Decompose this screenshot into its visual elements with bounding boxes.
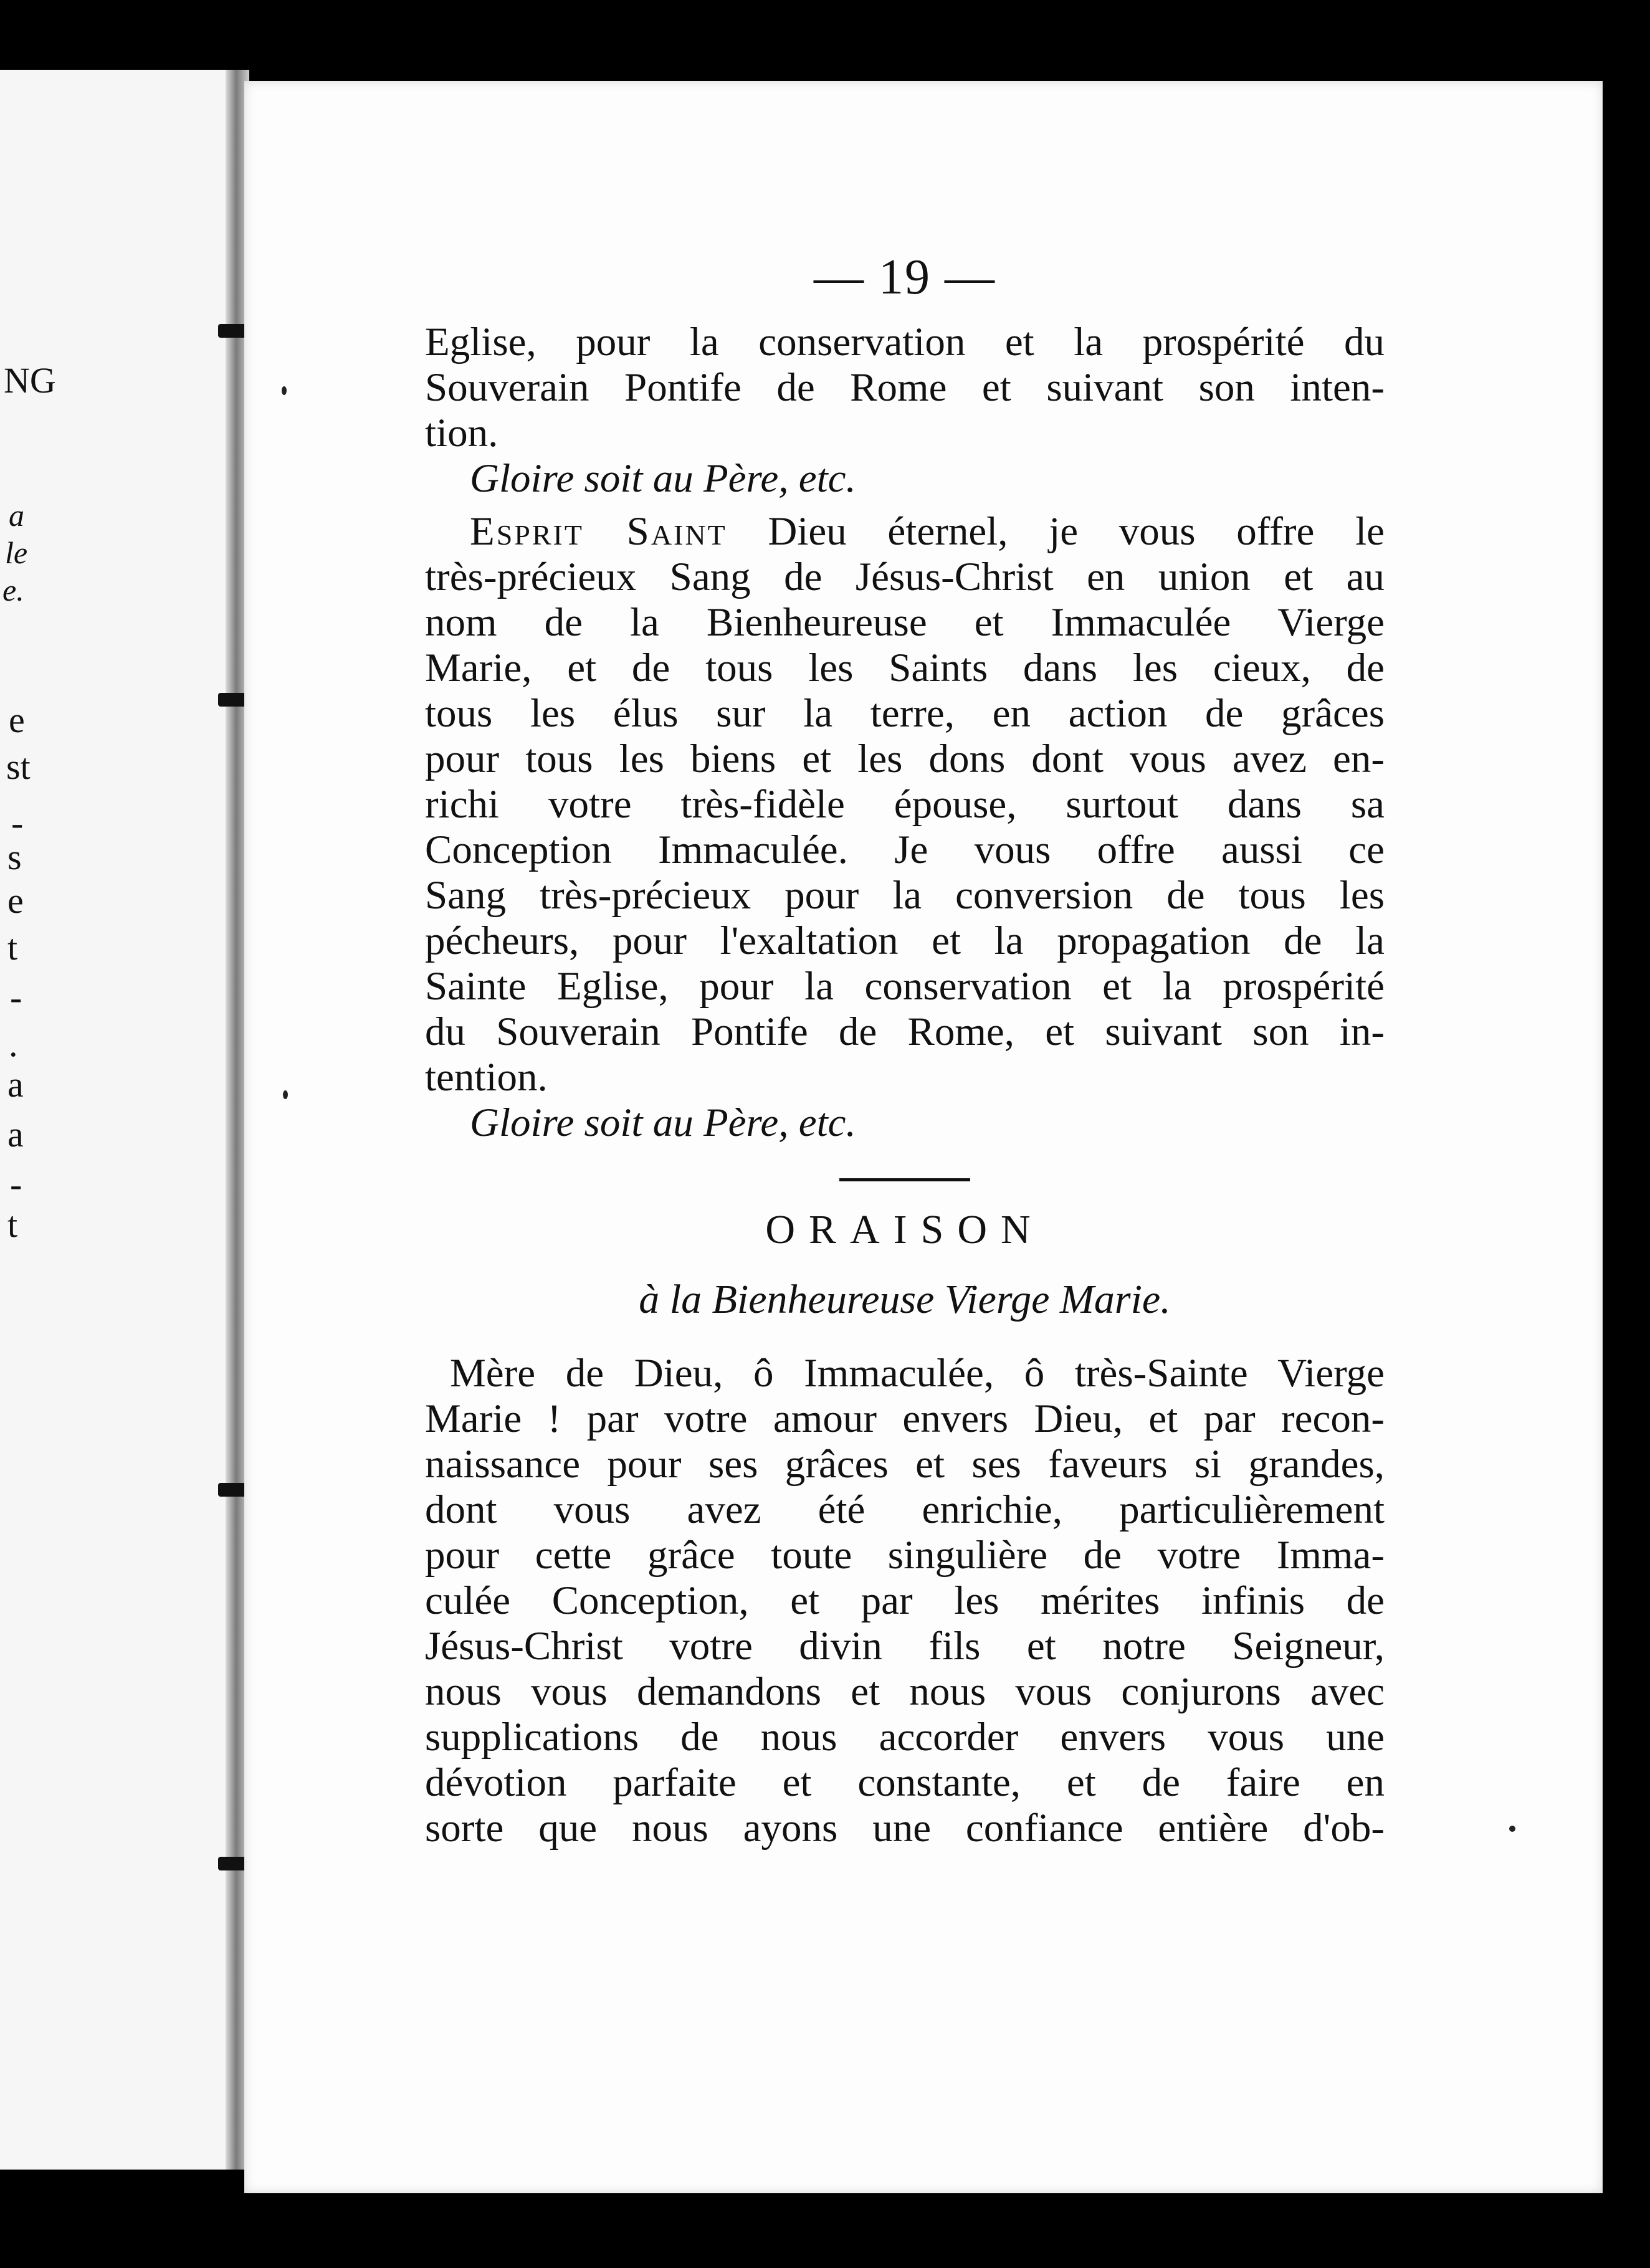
text-line: dont vous avez été enrichie, particulièrement — [425, 1487, 1385, 1532]
text-line: naissance pour ses grâces et ses faveurs si grandes, — [425, 1442, 1385, 1487]
left-page-fragment: . — [9, 1024, 18, 1064]
text-line-rest: Dieu éternel, je vous offre le — [727, 509, 1385, 554]
section-subheading: à la Bienheureuse Vierge Marie. — [639, 1277, 1171, 1322]
text-line: du Souverain Pontife de Rome, et suivant son in- — [425, 1009, 1385, 1054]
text-line: culée Conception, et par les mérites infinis de — [425, 1578, 1385, 1623]
continuation-paragraph — [425, 320, 1385, 456]
left-page-fragment: NG — [4, 360, 56, 401]
text-line: Conception Immaculée. Je vous offre aussi ce — [425, 827, 1385, 872]
text-line: sorte que nous ayons une confiance entière d'ob- — [425, 1806, 1385, 1851]
text-line: pour cette grâce toute singulière de votre Imma- — [425, 1533, 1385, 1578]
page-number: — 19 — — [814, 250, 996, 305]
text-line: tion. — [425, 411, 498, 455]
text-line: Marie, et de tous les Saints dans les cieux, de — [425, 646, 1385, 690]
left-page-fragment: - — [10, 977, 22, 1017]
left-page-edge — [0, 70, 237, 2170]
left-page-fragment: s — [7, 837, 22, 877]
text-line: Souverain Pontife de Rome et suivant son inten- — [425, 365, 1385, 410]
ink-speck — [283, 1090, 288, 1099]
text-line: Sainte Eglise, pour la conservation et la prospérité — [425, 964, 1385, 1009]
left-page-fragment: t — [7, 927, 18, 968]
gloire-line: Gloire soit au Père, etc. — [470, 456, 856, 501]
section-heading: ORAISON — [765, 1207, 1044, 1252]
esprit-saint-paragraph — [425, 509, 1385, 1100]
text-line: Jésus-Christ votre divin fils et notre Seigneur, — [425, 1624, 1385, 1669]
esprit-saint-lead: Esprit Saint — [470, 509, 727, 554]
text-line: nous vous demandons et nous vous conjurons avec — [425, 1669, 1385, 1714]
text-line: pour tous les biens et les dons dont vous avez en- — [425, 736, 1385, 781]
left-page-fragment: t — [7, 1204, 18, 1245]
text-line: très-précieux Sang de Jésus-Christ en union et au — [425, 555, 1385, 599]
text-line: dévotion parfaite et constante, et de faire en — [425, 1760, 1385, 1805]
ink-speck — [1509, 1826, 1515, 1832]
left-page-fragment: a — [7, 1064, 24, 1105]
text-line: tention. — [425, 1055, 548, 1100]
page-text-block — [425, 249, 1385, 1851]
right-page — [244, 81, 1603, 2193]
left-page-fragment: a — [9, 498, 24, 533]
gloire-line: Gloire soit au Père, etc. — [470, 1100, 856, 1145]
left-page-fragment: le — [5, 535, 28, 570]
left-page-fragment: e. — [2, 573, 24, 608]
left-page-fragment: e — [7, 880, 24, 921]
text-line: pécheurs, pour l'exaltation et la propagation de la — [425, 918, 1385, 963]
left-page-fragment: - — [11, 803, 24, 843]
text-line: supplications de nous accorder envers vous une — [425, 1715, 1385, 1760]
text-line — [425, 509, 1385, 555]
text-line: Marie ! par votre amour envers Dieu, et par recon- — [425, 1396, 1385, 1441]
left-page-fragment: st — [6, 746, 31, 787]
section-rule — [839, 1178, 970, 1181]
text-line: nom de la Bienheureuse et Immaculée Vierge — [425, 600, 1385, 645]
text-line: Sang très-précieux pour la conversion de tous les — [425, 873, 1385, 918]
left-page-fragment: e — [9, 700, 25, 740]
text-line: Mère de Dieu, ô Immaculée, ô très-Sainte Vierge — [450, 1351, 1385, 1396]
text-line: Eglise, pour la conservation et la prospérité du — [425, 320, 1385, 364]
left-page-fragment: - — [10, 1164, 22, 1204]
text-line: richi votre très-fidèle épouse, surtout dans sa — [425, 782, 1385, 827]
ink-speck — [282, 386, 287, 395]
text-line: tous les élus sur la terre, en action de grâces — [425, 691, 1385, 736]
left-page-fragment: a — [7, 1114, 24, 1155]
oraison-paragraph — [425, 1351, 1385, 1851]
